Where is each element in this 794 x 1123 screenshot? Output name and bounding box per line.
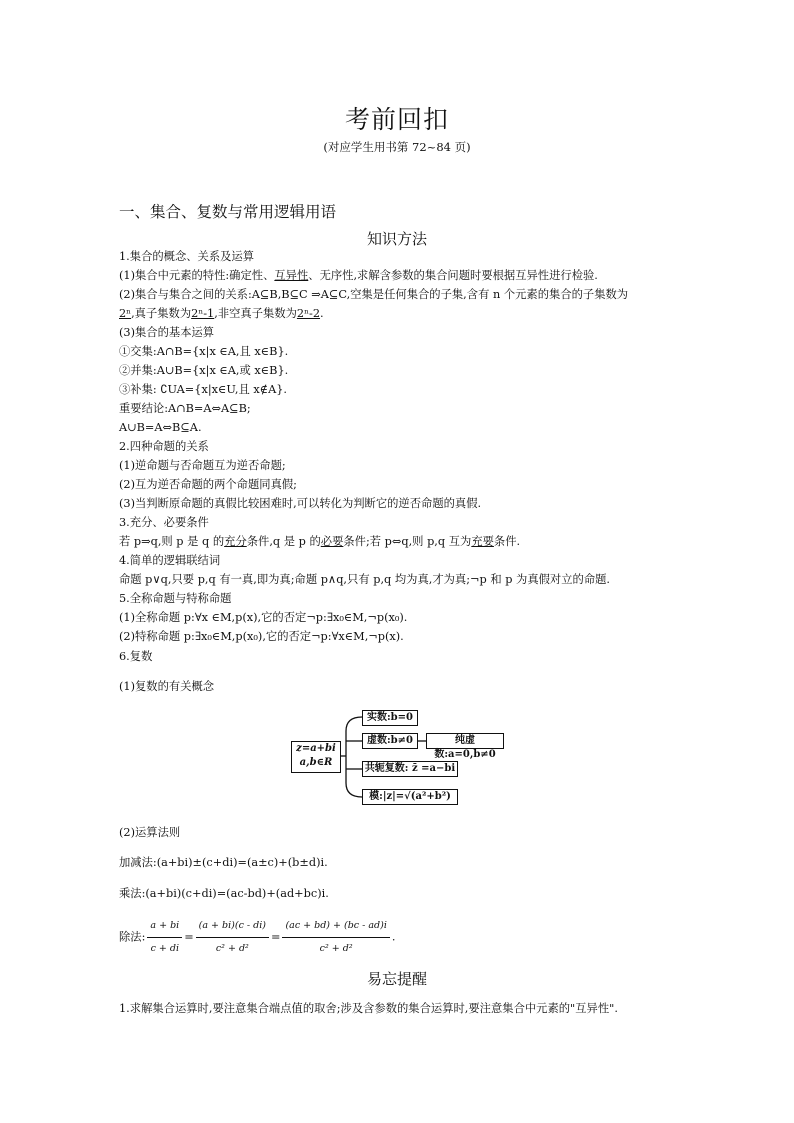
text-span: 、无序性,求解含参数的集合问题时要根据互异性进行检验. <box>308 269 598 282</box>
fraction <box>196 915 269 960</box>
text-span: 若 p⇒q,则 p 是 q 的 <box>119 535 225 548</box>
text-line: (3)当判断原命题的真假比较困难时,可以转化为判断它的逆否命题的真假. <box>119 497 482 510</box>
fraction-denominator: c² + d² <box>215 943 249 954</box>
subheading-reminders: 易忘提醒 <box>366 970 427 988</box>
section-heading: 一、集合、复数与常用逻辑用语 <box>119 203 337 221</box>
division-formula: 除法: $\frac{a + bi}{c + di}$ = $\frac{(a + bi)(c - di)}{\text{c² + d²}}$ = $\frac{(ac + bd) + (bc - ad)i}{\text{c² + d²}}$ . <box>119 915 395 960</box>
underlined-term: 互异性 <box>274 269 309 282</box>
fraction-numerator: (ac + bd) + (bc - ad)i <box>282 915 389 938</box>
text-line <box>119 533 520 551</box>
text-line: 5.全称命题与特称命题 <box>119 592 232 605</box>
modulus-box: 模:|z|=√(a²+b²) <box>362 789 458 805</box>
text-line: (1)全称命题 p:∀x ∈M,p(x),它的否定¬p:∃x₀∈M,¬p(x₀). <box>119 611 408 624</box>
text-line: (1)逆命题与否命题互为逆否命题; <box>119 459 286 472</box>
root-line1: z=a+bi <box>296 743 336 754</box>
text-line: 4.简单的逻辑联结词 <box>119 554 221 567</box>
text-span: 条件;若 p⇔q,则 p,q 互为 <box>343 535 472 548</box>
text-line: ①交集:A∩B={x|x ∈A,且 x∈B}. <box>119 345 289 358</box>
root-line2: a,b∈R <box>299 757 333 768</box>
subheading-methods: 知识方法 <box>366 230 427 248</box>
pure-imaginary-box: 纯虚数:a=0,b≠0 <box>426 733 504 749</box>
text-span: ,非空真子集数为 <box>214 307 297 320</box>
underlined-term: 2ⁿ-1 <box>191 307 215 320</box>
text-span: 条件,q 是 p 的 <box>246 535 321 548</box>
fraction-denominator: c + di <box>150 943 180 954</box>
text-line: (2)运算法则 <box>119 826 181 839</box>
underlined-term: 2ⁿ <box>119 307 132 320</box>
text-line: (2)特称命题 p:∃x₀∈M,p(x₀),它的否定¬p:∀x∈M,¬p(x). <box>119 630 404 643</box>
text-line: (1)复数的有关概念 <box>119 680 215 693</box>
fraction-numerator: a + bi <box>147 915 182 938</box>
text-line: 1.求解集合运算时,要注意集合端点值的取舍;涉及含参数的集合运算时,要注意集合中元素的"互异性". <box>119 1002 618 1015</box>
connector-bracket <box>346 717 362 797</box>
underlined-term: 充分 <box>224 535 247 548</box>
text-line: 2.四种命题的关系 <box>119 440 209 453</box>
text-line: 加减法:(a+bi)±(c+di)=(a±c)+(b±d)i. <box>119 856 328 869</box>
text-line: 3.充分、必要条件 <box>119 516 209 529</box>
conjugate-box: 共轭复数: z̄ =a−bi <box>362 761 458 777</box>
text-line: 6.复数 <box>119 650 153 663</box>
page-title: 考前回扣 <box>344 105 449 134</box>
fraction <box>282 915 389 960</box>
text-span: (1)集合中元素的特性:确定性、 <box>119 269 275 282</box>
real-number-box: 实数:b=0 <box>362 710 418 726</box>
text-span: 条件. <box>493 535 521 548</box>
underlined-term: 2ⁿ-2 <box>296 307 321 320</box>
text-line: A∪B=A⇔B⊆A. <box>119 421 202 434</box>
page-subtitle: (对应学生用书第 72~84 页) <box>323 140 471 154</box>
fraction-numerator: (a + bi)(c - di) <box>196 915 269 938</box>
text-span: . <box>320 307 324 320</box>
fraction-denominator: c² + d² <box>319 943 353 954</box>
text-line: 命题 p∨q,只要 p,q 有一真,即为真;命题 p∧q,只有 p,q 均为真,才为真;¬p 和 p 为真假对立的命题. <box>119 573 610 586</box>
text-line <box>119 267 598 285</box>
text-line: ③补集: ∁UA={x|x∈U,且 x∉A}. <box>119 383 288 396</box>
text-span: ,真子集数为 <box>131 307 192 320</box>
text-line <box>119 305 324 323</box>
imaginary-number-box: 虚数:b≠0 <box>362 733 418 749</box>
text-line: ②并集:A∪B={x|x ∈A,或 x∈B}. <box>119 364 289 377</box>
text-line: 重要结论:A∩B=A⇔A⊆B; <box>119 402 251 415</box>
underlined-term: 充要 <box>471 535 494 548</box>
fraction <box>147 915 182 960</box>
text-line: (3)集合的基本运算 <box>119 326 215 339</box>
underlined-term: 必要 <box>320 535 344 548</box>
text-line: 1.集合的概念、关系及运算 <box>119 250 255 263</box>
complex-root-box <box>291 741 341 773</box>
text-line: (2)集合与集合之间的关系:A⊆B,B⊆C ⇒A⊆C,空集是任何集合的子集,含有 n 个元素的集合的子集数为 <box>119 288 629 301</box>
text-line: 乘法:(a+bi)(c+di)=(ac-bd)+(ad+bc)i. <box>119 887 329 900</box>
text-line: (2)互为逆否命题的两个命题同真假; <box>119 478 297 491</box>
division-label: 除法: <box>119 930 146 944</box>
